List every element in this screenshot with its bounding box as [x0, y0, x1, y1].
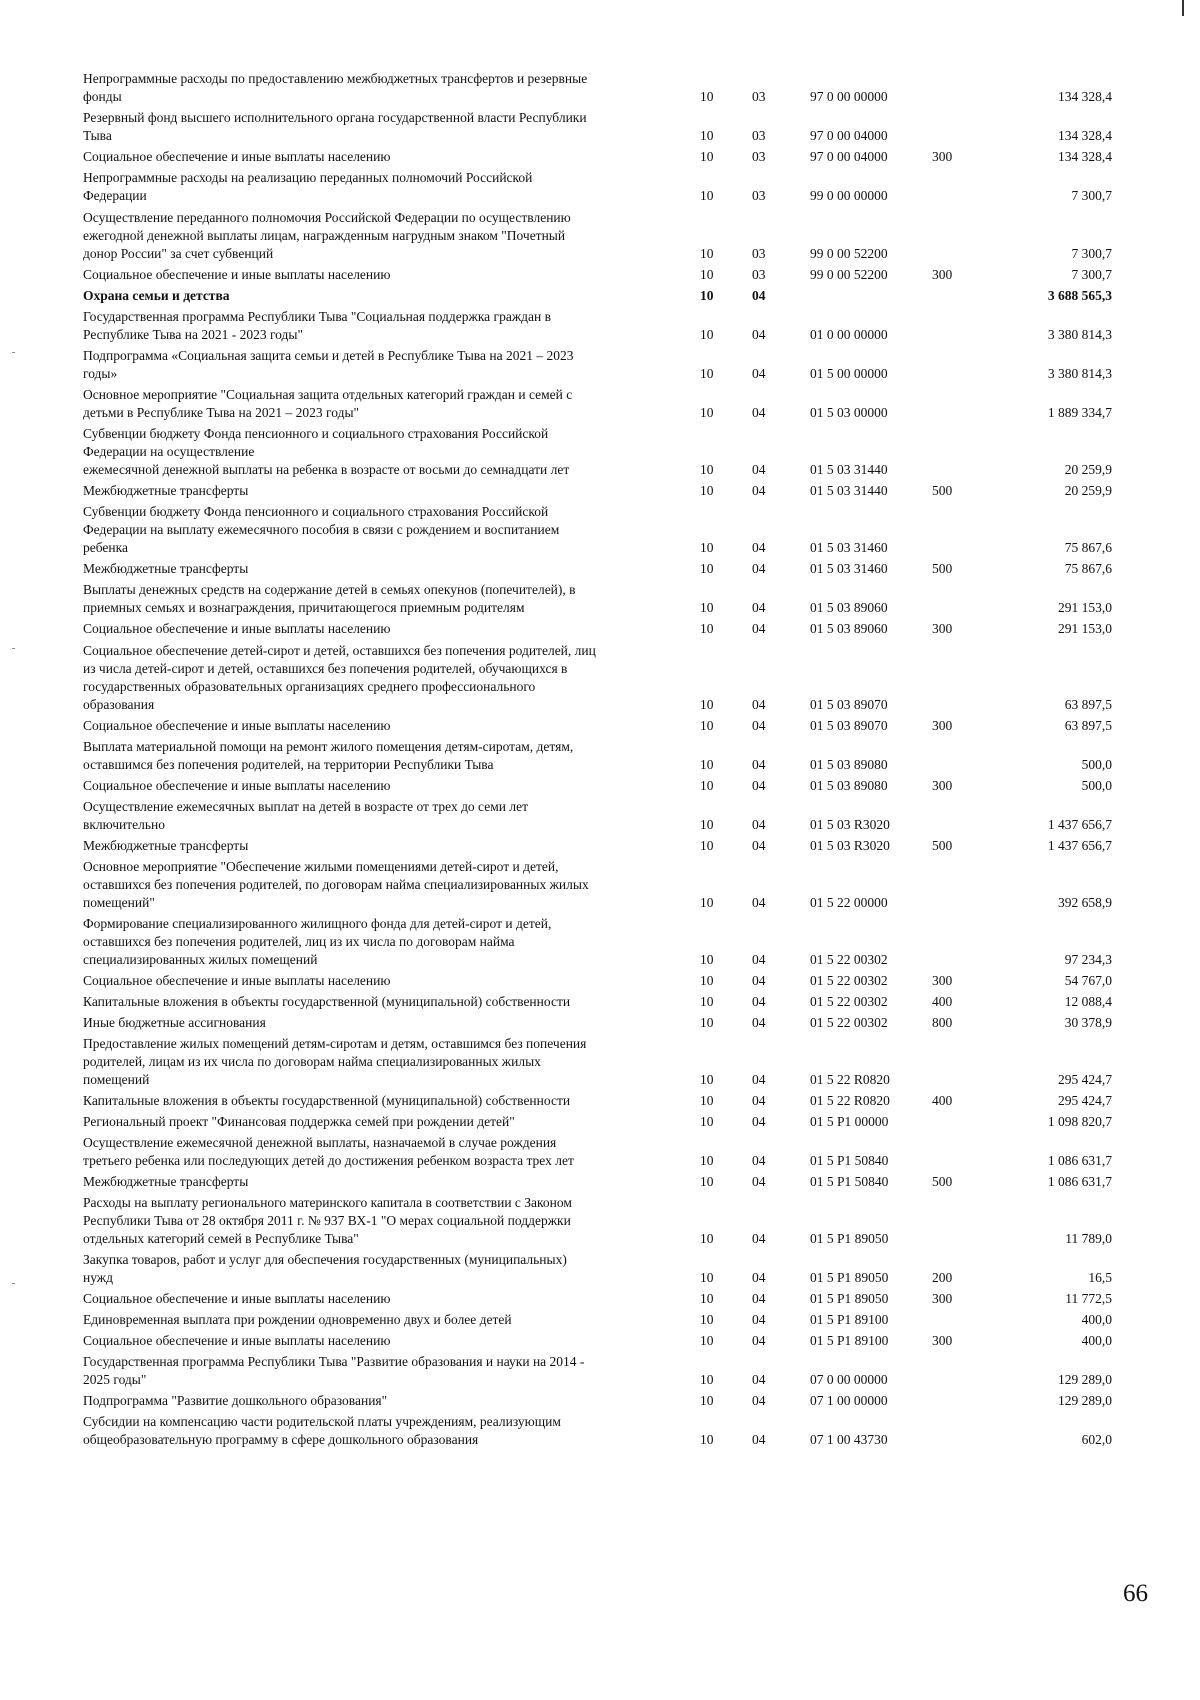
row-section-code: 10 — [700, 778, 714, 793]
row-description: Региональный проект "Финансовая поддержка семей при рождении детей" — [83, 1114, 515, 1129]
row-subsection-code: 04 — [752, 1432, 766, 1447]
table-row — [83, 1251, 1143, 1287]
row-section-code: 10 — [700, 1072, 714, 1087]
row-amount: 20 259,9 — [1064, 483, 1112, 498]
table-row — [83, 1194, 1143, 1248]
row-description: Межбюджетные трансферты — [83, 1174, 249, 1189]
row-section-code: 10 — [700, 621, 714, 636]
row-amount: 392 658,9 — [1058, 895, 1112, 910]
row-target-article: 01 5 03 31440 — [810, 483, 888, 498]
row-section-code: 10 — [700, 895, 714, 910]
row-subsection-code: 03 — [752, 188, 766, 203]
page-number: 66 — [1123, 1580, 1148, 1607]
row-amount: 63 897,5 — [1064, 718, 1112, 733]
table-row — [83, 1311, 1143, 1329]
row-description: Межбюджетные трансферты — [83, 483, 249, 498]
row-expense-type: 300 — [932, 973, 953, 988]
row-expense-type: 300 — [932, 718, 953, 733]
row-target-article: 01 5 03 31460 — [810, 540, 888, 555]
row-amount: 134 328,4 — [1058, 128, 1112, 143]
table-row — [83, 560, 1143, 578]
row-subsection-code: 04 — [752, 1093, 766, 1108]
row-amount: 75 867,6 — [1064, 561, 1112, 576]
row-description: Государственная программа Республики Тыва "Социальная поддержка граждан в Республике Тыва на 2021 - 2023 годы" — [83, 309, 551, 342]
row-subsection-code: 04 — [752, 1072, 766, 1087]
row-target-article: 01 0 00 00000 — [810, 327, 888, 342]
row-amount: 1 086 631,7 — [1047, 1153, 1112, 1168]
row-description: Закупка товаров, работ и услуг для обеспечения государственных (муниципальных) нужд — [83, 1252, 567, 1285]
row-section-code: 10 — [700, 1015, 714, 1030]
row-expense-type: 300 — [932, 778, 953, 793]
row-amount: 3 380 814,3 — [1047, 366, 1112, 381]
row-target-article: 01 5 03 R3020 — [810, 817, 890, 832]
table-row — [83, 266, 1143, 284]
row-target-article: 01 5 22 00302 — [810, 994, 888, 1009]
row-expense-type: 500 — [932, 1174, 953, 1189]
row-description: Социальное обеспечение и иные выплаты населению — [83, 149, 391, 164]
row-description: Подпрограмма "Развитие дошкольного образования" — [83, 1393, 388, 1408]
row-subsection-code: 03 — [752, 89, 766, 104]
row-target-article: 01 5 22 R0820 — [810, 1072, 890, 1087]
scan-margin-mark — [12, 1283, 15, 1284]
row-expense-type: 400 — [932, 1093, 953, 1108]
row-amount: 500,0 — [1081, 757, 1112, 772]
table-row — [83, 209, 1143, 263]
row-subsection-code: 04 — [752, 952, 766, 967]
row-section-code: 10 — [700, 697, 714, 712]
row-expense-type: 800 — [932, 1015, 953, 1030]
row-subsection-code: 04 — [752, 462, 766, 477]
row-target-article: 01 5 P1 89100 — [810, 1312, 889, 1327]
row-target-article: 01 5 P1 00000 — [810, 1114, 889, 1129]
row-subsection-code: 04 — [752, 994, 766, 1009]
row-amount: 3 688 565,3 — [1047, 288, 1112, 303]
table-row — [83, 620, 1143, 638]
table-row — [83, 1014, 1143, 1032]
row-subsection-code: 04 — [752, 366, 766, 381]
table-row — [83, 798, 1143, 834]
row-description: Иные бюджетные ассигнования — [83, 1015, 266, 1030]
row-description: Осуществление ежемесячных выплат на детей в возрасте от трех до семи лет включительно — [83, 799, 528, 832]
table-row — [83, 1413, 1143, 1449]
table-row — [83, 308, 1143, 344]
row-description: Государственная программа Республики Тыва "Развитие образования и науки на 2014 - 2025 годы" — [83, 1354, 585, 1387]
row-section-code: 10 — [700, 1093, 714, 1108]
row-description: Непрограммные расходы по предоставлению межбюджетных трансфертов и резервные фонды — [83, 71, 588, 104]
row-amount: 75 867,6 — [1064, 540, 1112, 555]
row-subsection-code: 04 — [752, 718, 766, 733]
row-description: Социальное обеспечение и иные выплаты населению — [83, 973, 391, 988]
row-description: Формирование специализированного жилищного фонда для детей-сирот и детей, оставшихся без попечения родителей, лиц из их числа по договорам найма специализированных жилых помещений — [83, 916, 552, 967]
row-description: Капитальные вложения в объекты государственной (муниципальной) собственности — [83, 994, 571, 1009]
row-section-code: 10 — [700, 973, 714, 988]
row-amount: 295 424,7 — [1058, 1093, 1112, 1108]
row-description: Межбюджетные трансферты — [83, 838, 249, 853]
row-amount: 134 328,4 — [1058, 89, 1112, 104]
row-description: Социальное обеспечение и иные выплаты населению — [83, 778, 391, 793]
row-subsection-code: 04 — [752, 838, 766, 853]
row-target-article: 01 5 P1 89050 — [810, 1231, 889, 1246]
row-section-code: 10 — [700, 994, 714, 1009]
table-row — [83, 1290, 1143, 1308]
row-section-code: 10 — [700, 188, 714, 203]
table-row — [83, 503, 1143, 557]
row-amount: 129 289,0 — [1058, 1393, 1112, 1408]
row-description: Охрана семьи и детства — [83, 288, 230, 303]
row-target-article: 01 5 03 00000 — [810, 405, 888, 420]
table-row — [83, 1332, 1143, 1350]
budget-table — [83, 70, 1143, 1449]
scan-margin-mark — [12, 352, 15, 353]
row-section-code: 10 — [700, 1174, 714, 1189]
row-target-article: 01 5 P1 89050 — [810, 1291, 889, 1306]
row-target-article: 99 0 00 52200 — [810, 246, 888, 261]
table-row — [83, 915, 1143, 969]
table-row — [83, 482, 1143, 500]
table-row — [83, 169, 1143, 205]
row-description: Осуществление переданного полномочия Российской Федерации по осуществлению ежегодной денежной выплаты лицам, награжденным нагрудным знаком "Почетный донор России" за счет субвенций — [83, 210, 571, 261]
row-expense-type: 300 — [932, 1333, 953, 1348]
row-section-code: 10 — [700, 757, 714, 772]
row-subsection-code: 04 — [752, 540, 766, 555]
table-row — [83, 993, 1143, 1011]
row-target-article: 01 5 P1 50840 — [810, 1174, 889, 1189]
row-description: Предоставление жилых помещений детям-сиротам и детям, оставшимся без попечения родителей, лицам из их числа по договорам найма специализированных жилых помещений — [83, 1036, 587, 1087]
row-section-code: 10 — [700, 462, 714, 477]
row-subsection-code: 04 — [752, 817, 766, 832]
row-target-article: 01 5 03 89070 — [810, 718, 888, 733]
row-section-code: 10 — [700, 366, 714, 381]
table-row — [83, 425, 1143, 479]
table-row — [83, 1134, 1143, 1170]
row-description: Субвенции бюджету Фонда пенсионного и социального страхования Российской Федерации на выплату ежемесячного пособия в связи с рождением и воспитанием ребенка — [83, 504, 560, 555]
row-target-article: 97 0 00 00000 — [810, 89, 888, 104]
row-section-code: 10 — [700, 1114, 714, 1129]
row-target-article: 01 5 P1 50840 — [810, 1153, 889, 1168]
table-row — [83, 972, 1143, 990]
scan-margin-mark — [12, 648, 15, 649]
table-row — [83, 1173, 1143, 1191]
row-amount: 12 088,4 — [1064, 994, 1112, 1009]
row-amount: 1 437 656,7 — [1047, 817, 1112, 832]
row-expense-type: 400 — [932, 994, 953, 1009]
row-amount: 134 328,4 — [1058, 149, 1112, 164]
row-section-code: 10 — [700, 1270, 714, 1285]
table-row — [83, 717, 1143, 735]
row-description: Капитальные вложения в объекты государственной (муниципальной) собственности — [83, 1093, 571, 1108]
row-amount: 500,0 — [1081, 778, 1112, 793]
row-amount: 1 098 820,7 — [1047, 1114, 1112, 1129]
row-description: Субвенции бюджету Фонда пенсионного и социального страхования Российской Федерации на осуществление ежемесячной денежной выплаты на ребенка в возрасте от восьми до семнадцати лет — [83, 426, 570, 477]
table-row — [83, 642, 1143, 714]
table-row — [83, 70, 1143, 106]
row-target-article: 01 5 22 00302 — [810, 1015, 888, 1030]
row-section-code: 10 — [700, 89, 714, 104]
table-row — [83, 1392, 1143, 1410]
row-amount: 63 897,5 — [1064, 697, 1112, 712]
row-description: Подпрограмма «Социальная защита семьи и детей в Республике Тыва на 2021 – 2023 годы» — [83, 348, 574, 381]
row-subsection-code: 04 — [752, 327, 766, 342]
row-section-code: 10 — [700, 405, 714, 420]
row-target-article: 07 1 00 43730 — [810, 1432, 888, 1447]
row-section-code: 10 — [700, 952, 714, 967]
table-row — [83, 777, 1143, 795]
row-target-article: 07 0 00 00000 — [810, 1372, 888, 1387]
row-subsection-code: 04 — [752, 405, 766, 420]
row-description: Социальное обеспечение детей-сирот и детей, оставшихся без попечения родителей, лиц из числа детей-сирот и детей, оставшихся без попечения родителей, обучающихся в государственных образовательных организациях среднего профессионального образования — [83, 643, 596, 712]
row-subsection-code: 04 — [752, 757, 766, 772]
row-amount: 1 437 656,7 — [1047, 838, 1112, 853]
row-amount: 54 767,0 — [1064, 973, 1112, 988]
row-amount: 602,0 — [1081, 1432, 1112, 1447]
row-description: Основное мероприятие "Социальная защита отдельных категорий граждан и семей с детьми в Республике Тыва на 2021 – 2023 годы" — [83, 387, 573, 420]
row-section-code: 10 — [700, 267, 714, 282]
row-section-code: 10 — [700, 817, 714, 832]
row-target-article: 01 5 03 89060 — [810, 600, 888, 615]
row-subsection-code: 04 — [752, 973, 766, 988]
row-description: Социальное обеспечение и иные выплаты населению — [83, 1291, 391, 1306]
row-target-article: 01 5 03 31440 — [810, 462, 888, 477]
row-target-article: 07 1 00 00000 — [810, 1393, 888, 1408]
table-row — [83, 386, 1143, 422]
row-subsection-code: 04 — [752, 1015, 766, 1030]
row-subsection-code: 03 — [752, 246, 766, 261]
row-expense-type: 500 — [932, 561, 953, 576]
row-subsection-code: 04 — [752, 697, 766, 712]
row-subsection-code: 04 — [752, 561, 766, 576]
row-section-code: 10 — [700, 149, 714, 164]
row-subsection-code: 04 — [752, 1174, 766, 1189]
row-subsection-code: 04 — [752, 1291, 766, 1306]
row-subsection-code: 04 — [752, 483, 766, 498]
row-amount: 97 234,3 — [1064, 952, 1112, 967]
row-amount: 7 300,7 — [1071, 188, 1112, 203]
row-section-code: 10 — [700, 838, 714, 853]
row-expense-type: 500 — [932, 483, 953, 498]
row-amount: 16,5 — [1088, 1270, 1112, 1285]
row-description: Осуществление ежемесячной денежной выплаты, назначаемой в случае рождения третьего ребенка или последующих детей до достижения ребенком возраста трех лет — [83, 1135, 574, 1168]
row-subsection-code: 04 — [752, 621, 766, 636]
row-target-article: 01 5 03 31460 — [810, 561, 888, 576]
row-expense-type: 300 — [932, 267, 953, 282]
row-subsection-code: 04 — [752, 778, 766, 793]
row-section-code: 10 — [700, 483, 714, 498]
table-row — [83, 1035, 1143, 1089]
row-expense-type: 300 — [932, 621, 953, 636]
row-amount: 11 772,5 — [1065, 1291, 1112, 1306]
row-section-code: 10 — [700, 288, 714, 303]
row-subsection-code: 04 — [752, 1312, 766, 1327]
row-subsection-code: 04 — [752, 600, 766, 615]
row-subsection-code: 04 — [752, 1231, 766, 1246]
table-row — [83, 148, 1143, 166]
row-target-article: 01 5 03 89080 — [810, 778, 888, 793]
row-target-article: 01 5 22 00302 — [810, 973, 888, 988]
row-target-article: 99 0 00 00000 — [810, 188, 888, 203]
row-amount: 400,0 — [1081, 1333, 1112, 1348]
row-target-article: 97 0 00 04000 — [810, 128, 888, 143]
row-target-article: 01 5 03 R3020 — [810, 838, 890, 853]
row-amount: 30 378,9 — [1064, 1015, 1112, 1030]
row-section-code: 10 — [700, 1153, 714, 1168]
row-amount: 3 380 814,3 — [1047, 327, 1112, 342]
row-description: Выплаты денежных средств на содержание детей в семьях опекунов (попечителей), в приемных семьях и вознаграждения, причитающегося приемным родителям — [83, 582, 576, 615]
row-subsection-code: 03 — [752, 267, 766, 282]
row-section-code: 10 — [700, 1432, 714, 1447]
row-target-article: 01 5 03 89070 — [810, 697, 888, 712]
row-section-code: 10 — [700, 246, 714, 261]
row-target-article: 01 5 03 89060 — [810, 621, 888, 636]
row-expense-type: 300 — [932, 149, 953, 164]
row-description: Единовременная выплата при рождении одновременно двух и более детей — [83, 1312, 512, 1327]
row-expense-type: 200 — [932, 1270, 953, 1285]
row-section-code: 10 — [700, 1312, 714, 1327]
row-description: Расходы на выплату регионального материнского капитала в соответствии с Законом Республики Тыва от 28 октября 2011 г. № 937 ВХ-1 "О мерах социальной поддержки отдельных категорий семей в Республике Тыва" — [83, 1195, 572, 1246]
row-target-article: 97 0 00 04000 — [810, 149, 888, 164]
row-target-article: 01 5 P1 89100 — [810, 1333, 889, 1348]
row-target-article: 01 5 22 00000 — [810, 895, 888, 910]
row-amount: 1 086 631,7 — [1047, 1174, 1112, 1189]
row-target-article: 01 5 22 R0820 — [810, 1093, 890, 1108]
row-section-code: 10 — [700, 561, 714, 576]
scan-corner-mark — [1182, 0, 1184, 16]
row-subsection-code: 04 — [752, 1372, 766, 1387]
table-row — [83, 1092, 1143, 1110]
row-description: Социальное обеспечение и иные выплаты населению — [83, 718, 391, 733]
row-amount: 291 153,0 — [1058, 621, 1112, 636]
row-amount: 1 889 334,7 — [1047, 405, 1112, 420]
row-subsection-code: 04 — [752, 1333, 766, 1348]
row-section-code: 10 — [700, 128, 714, 143]
row-subsection-code: 03 — [752, 128, 766, 143]
row-section-code: 10 — [700, 1393, 714, 1408]
row-subsection-code: 03 — [752, 149, 766, 164]
row-section-code: 10 — [700, 1291, 714, 1306]
table-row — [83, 109, 1143, 145]
row-amount: 7 300,7 — [1071, 246, 1112, 261]
row-target-article: 01 5 P1 89050 — [810, 1270, 889, 1285]
row-section-code: 10 — [700, 327, 714, 342]
row-amount: 11 789,0 — [1065, 1231, 1112, 1246]
table-row — [83, 837, 1143, 855]
row-subsection-code: 04 — [752, 1153, 766, 1168]
row-description: Социальное обеспечение и иные выплаты населению — [83, 621, 391, 636]
table-row — [83, 1353, 1143, 1389]
row-expense-type: 300 — [932, 1291, 953, 1306]
row-amount: 129 289,0 — [1058, 1372, 1112, 1387]
row-subsection-code: 04 — [752, 895, 766, 910]
row-section-code: 10 — [700, 600, 714, 615]
row-target-article: 01 5 00 00000 — [810, 366, 888, 381]
table-row — [83, 858, 1143, 912]
row-description: Межбюджетные трансферты — [83, 561, 249, 576]
row-description: Социальное обеспечение и иные выплаты населению — [83, 267, 391, 282]
table-row — [83, 738, 1143, 774]
row-section-code: 10 — [700, 718, 714, 733]
row-amount: 295 424,7 — [1058, 1072, 1112, 1087]
row-description: Субсидии на компенсацию части родительской платы учреждениям, реализующим общеобразовательную программу в сфере дошкольного образования — [83, 1414, 561, 1447]
row-description: Социальное обеспечение и иные выплаты населению — [83, 1333, 391, 1348]
row-subsection-code: 04 — [752, 288, 766, 303]
row-section-code: 10 — [700, 1333, 714, 1348]
table-row — [83, 581, 1143, 617]
row-description: Непрограммные расходы на реализацию переданных полномочий Российской Федерации — [83, 170, 533, 203]
table-row — [83, 347, 1143, 383]
table-row — [83, 1113, 1143, 1131]
row-section-code: 10 — [700, 1372, 714, 1387]
row-description: Резервный фонд высшего исполнительного органа государственной власти Республики Тыва — [83, 110, 587, 143]
row-target-article: 99 0 00 52200 — [810, 267, 888, 282]
row-amount: 400,0 — [1081, 1312, 1112, 1327]
row-amount: 7 300,7 — [1071, 267, 1112, 282]
row-subsection-code: 04 — [752, 1270, 766, 1285]
row-amount: 20 259,9 — [1064, 462, 1112, 477]
row-description: Основное мероприятие "Обеспечение жилыми помещениями детей-сирот и детей, оставшихся без попечения родителей, по договорам найма специализированных жилых помещений" — [83, 859, 589, 910]
row-expense-type: 500 — [932, 838, 953, 853]
row-target-article: 01 5 22 00302 — [810, 952, 888, 967]
row-subsection-code: 04 — [752, 1114, 766, 1129]
row-description: Выплата материальной помощи на ремонт жилого помещения детям-сиротам, детям, оставшимся без попечения родителей, на территории Республики Тыва — [83, 739, 574, 772]
table-row — [83, 287, 1143, 305]
row-section-code: 10 — [700, 1231, 714, 1246]
row-section-code: 10 — [700, 540, 714, 555]
row-amount: 291 153,0 — [1058, 600, 1112, 615]
row-target-article: 01 5 03 89080 — [810, 757, 888, 772]
row-subsection-code: 04 — [752, 1393, 766, 1408]
